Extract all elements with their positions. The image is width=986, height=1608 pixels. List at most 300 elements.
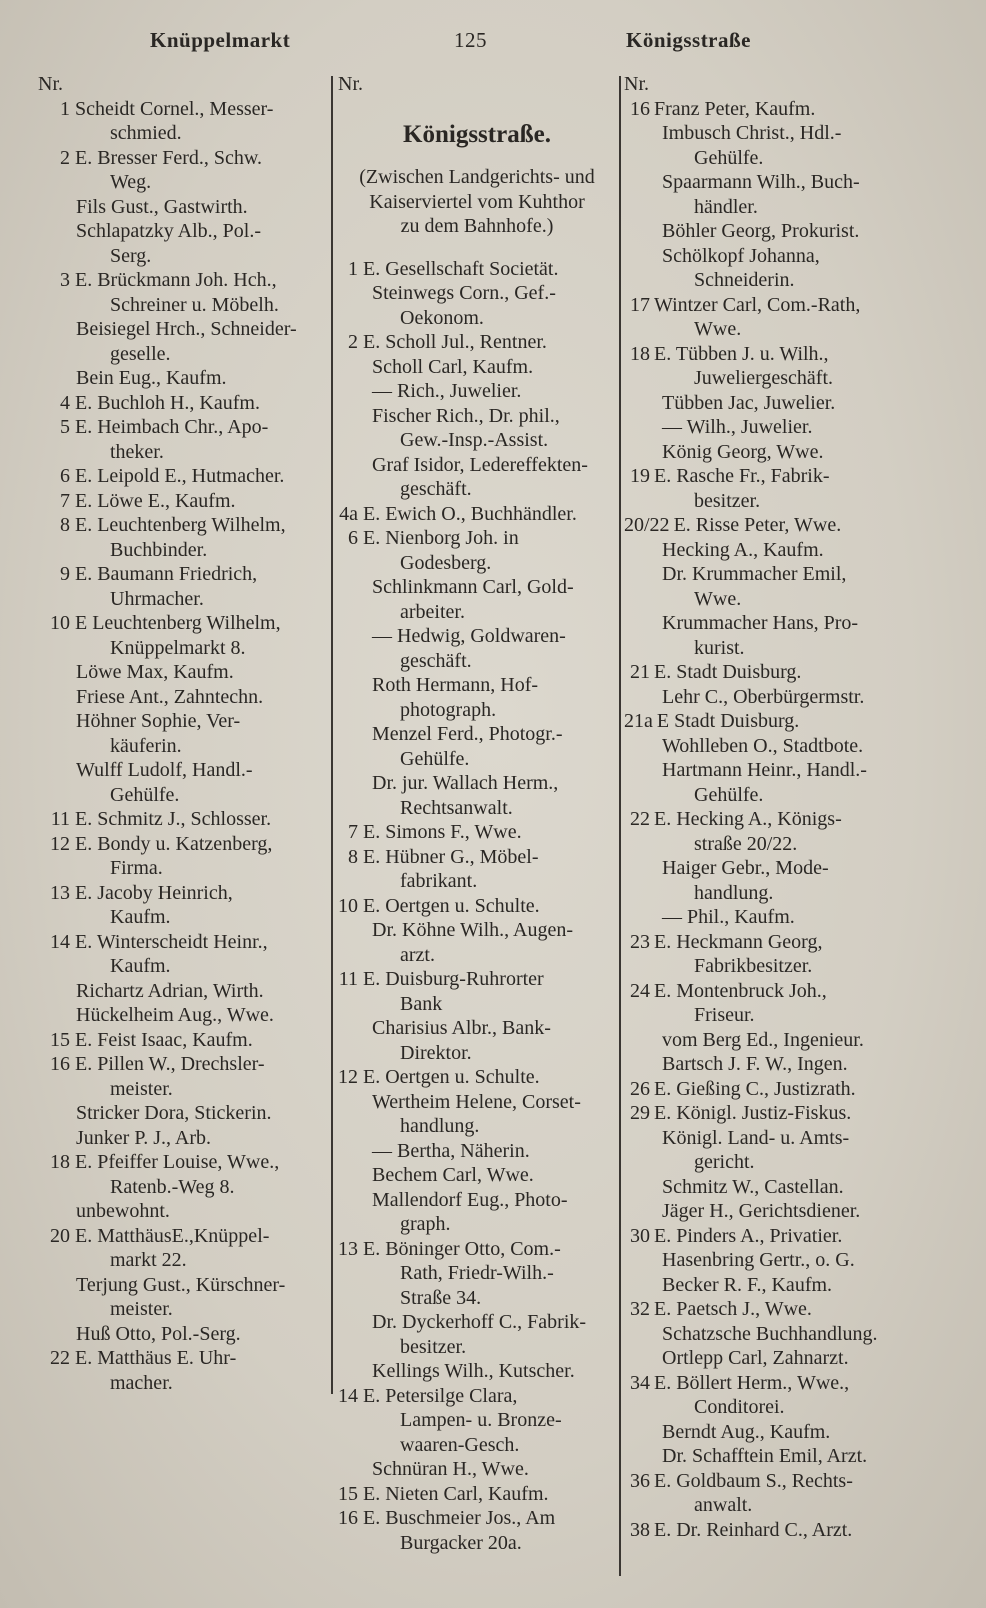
entry-continuation: waaren-Gesch. <box>400 1433 520 1456</box>
entry-line <box>38 832 328 857</box>
directory-entry <box>338 967 616 1016</box>
entry-text: E. Baumann Friedrich, <box>75 563 258 585</box>
entry-text: E. Tübben J. u. Wilh., <box>654 342 829 365</box>
entry-line <box>338 771 616 796</box>
entry-text: Steinwegs Corn., Gef.- <box>372 282 556 304</box>
directory-entry <box>38 1126 328 1151</box>
directory-entry <box>624 1224 954 1249</box>
directory-entry <box>624 611 954 660</box>
entry-line <box>38 979 328 1004</box>
entry-continuation: Bank <box>400 992 443 1015</box>
directory-entry <box>338 1163 616 1188</box>
entry-continuation: Schneiderin. <box>694 269 795 291</box>
entry-text: Beisiegel Hrch., Schneider- <box>76 318 297 340</box>
house-number: 3 <box>60 269 70 291</box>
entry-line <box>624 1420 954 1445</box>
entry-text: E. Oertgen u. Schulte. <box>363 894 540 917</box>
entry-line <box>624 611 954 636</box>
entry-line <box>38 391 328 416</box>
entry-text: Kellings Wilh., Kutscher. <box>372 1360 575 1382</box>
entry-text: E. Hecking A., Königs- <box>654 808 842 830</box>
entry-text: E. Pinders A., Privatier. <box>654 1224 843 1247</box>
entry-text: Scholl Carl, Kaufm. <box>372 355 534 378</box>
directory-entry <box>624 660 954 685</box>
entry-line <box>38 709 328 734</box>
entry-continuation: arbeiter. <box>400 600 465 623</box>
entry-line <box>38 1224 328 1249</box>
entry-text: E. Leipold E., Hutmacher. <box>75 465 285 487</box>
entry-line <box>338 1482 616 1507</box>
directory-entry <box>338 281 616 330</box>
entry-text: — Hedwig, Goldwaren- <box>372 625 566 647</box>
house-number: 26 <box>630 1077 650 1100</box>
entry-line <box>624 758 954 783</box>
entry-line <box>38 758 328 783</box>
directory-entry <box>38 807 328 832</box>
entry-text: Schlinkmann Carl, Gold- <box>372 576 574 598</box>
directory-entry <box>338 1090 616 1139</box>
entry-line <box>38 464 328 489</box>
entry-text: Schlapatzky Alb., Pol.- <box>76 220 261 242</box>
entry-line <box>338 257 616 282</box>
entry-text: Menzel Ferd., Photogr.- <box>372 723 563 745</box>
entry-line <box>38 366 328 391</box>
entry-line <box>338 1139 616 1164</box>
entry-line <box>38 660 328 685</box>
entry-line <box>338 1188 616 1213</box>
directory-entry <box>38 1003 328 1028</box>
entry-line <box>624 391 954 416</box>
entry-text: Ortlepp Carl, Zahnarzt. <box>662 1347 849 1369</box>
entry-continuation: besitzer. <box>694 489 761 512</box>
house-number: 16 <box>50 1053 70 1075</box>
entry-line <box>624 685 954 710</box>
house-number: 13 <box>50 881 70 904</box>
entry-text: E. Duisburg-Ruhrorter <box>363 968 544 990</box>
entry-text: Roth Hermann, Hof- <box>372 674 539 696</box>
street-title: Königsstraße. <box>403 120 551 148</box>
directory-entry <box>624 1469 954 1518</box>
entry-text: Stricker Dora, Stickerin. <box>76 1102 272 1124</box>
directory-entry <box>624 1175 954 1200</box>
entry-text: E. Paetsch J., Wwe. <box>654 1298 812 1320</box>
house-number: 29 <box>630 1102 650 1124</box>
number-column-label: Nr. <box>338 73 363 95</box>
directory-entry <box>338 1065 616 1090</box>
entry-line <box>624 1126 954 1151</box>
directory-entry <box>624 1052 954 1077</box>
street-description-line: zu dem Bahnhofe.) <box>400 215 554 237</box>
entry-line <box>624 1371 954 1396</box>
entry-continuation: Gehülfe. <box>694 146 764 169</box>
column-divider <box>619 76 621 1576</box>
directory-entry <box>38 1028 328 1053</box>
entry-continuation: Lampen- u. Bronze- <box>400 1409 562 1431</box>
entry-line <box>38 1003 328 1028</box>
entry-continuation: gericht. <box>694 1151 755 1173</box>
directory-entry <box>624 685 954 710</box>
entry-line <box>624 1322 954 1347</box>
directory-entry <box>624 1126 954 1175</box>
directory-entry <box>38 758 328 807</box>
directory-entry <box>338 624 616 673</box>
entry-line <box>338 894 616 919</box>
directory-entry <box>624 342 954 391</box>
entry-line <box>338 1090 616 1115</box>
entry-line <box>38 97 328 122</box>
directory-entry <box>624 121 954 170</box>
entry-text: Tübben Jac, Juwelier. <box>662 391 836 414</box>
entry-text: Böhler Georg, Prokurist. <box>662 220 860 242</box>
entry-line <box>624 464 954 489</box>
entry-line <box>624 1297 954 1322</box>
house-number: 23 <box>630 930 650 953</box>
entry-continuation: Knüppelmarkt 8. <box>110 636 246 659</box>
entry-line <box>338 820 616 845</box>
entry-continuation: Serg. <box>110 244 152 267</box>
house-number: 16 <box>630 97 650 120</box>
entry-line <box>338 502 616 527</box>
entry-line <box>338 1384 616 1409</box>
entry-text: Dr. jur. Wallach Herm., <box>372 772 559 794</box>
entry-text: E. Goldbaum S., Rechts- <box>654 1469 853 1492</box>
entry-text: E. Stadt Duisburg. <box>654 661 802 683</box>
entry-line <box>624 1077 954 1102</box>
directory-entry <box>38 709 328 758</box>
directory-entry <box>624 1077 954 1102</box>
house-number: 9 <box>60 563 70 585</box>
number-column-label: Nr. <box>38 73 63 95</box>
entry-text: E. Oertgen u. Schulte. <box>363 1066 540 1088</box>
directory-entry <box>624 1420 954 1445</box>
directory-entry <box>38 391 328 416</box>
entry-text: E. Bondy u. Katzenberg, <box>75 832 273 855</box>
number-column-label: Nr. <box>624 73 649 95</box>
entry-line <box>624 1028 954 1053</box>
house-number: 2 <box>60 146 70 169</box>
entry-line <box>624 709 954 734</box>
directory-entry <box>38 1101 328 1126</box>
entry-text: Junker P. J., Arb. <box>76 1126 212 1149</box>
directory-entry <box>624 930 954 979</box>
directory-entry <box>338 1237 616 1311</box>
street-description-line: Kaiserviertel vom Kuhthor <box>369 190 585 213</box>
entry-text: Scheidt Cornel., Messer- <box>75 97 274 120</box>
entry-text: E. Scholl Jul., Rentner. <box>363 331 547 353</box>
house-number: 19 <box>630 465 650 487</box>
entry-line <box>338 1237 616 1262</box>
directory-entry <box>38 415 328 464</box>
entry-line <box>338 967 616 992</box>
entry-continuation: Godesberg. <box>400 551 492 574</box>
entry-continuation: Oekonom. <box>400 306 484 329</box>
entry-line <box>38 219 328 244</box>
entry-line <box>624 170 954 195</box>
entry-text: E. Simons F., Wwe. <box>363 821 522 843</box>
entry-line <box>624 1273 954 1298</box>
directory-entry <box>624 513 954 538</box>
entry-text: Löwe Max, Kaufm. <box>76 661 234 683</box>
entry-line <box>38 415 328 440</box>
entry-text: Wintzer Carl, Com.-Rath, <box>654 293 861 316</box>
entry-text: E. Brückmann Joh. Hch., <box>75 269 277 291</box>
entry-line <box>38 1052 328 1077</box>
house-number: 17 <box>630 293 650 316</box>
directory-entry <box>624 562 954 611</box>
entry-line <box>624 562 954 587</box>
entry-line <box>338 845 616 870</box>
entry-line <box>624 440 954 465</box>
entry-continuation: Firma. <box>110 857 163 879</box>
entry-text: Bechem Carl, Wwe. <box>372 1164 534 1186</box>
directory-entry <box>338 673 616 722</box>
directory-entry <box>338 526 616 575</box>
directory-entry <box>624 391 954 416</box>
house-number: 38 <box>630 1518 650 1541</box>
directory-entry <box>38 930 328 979</box>
entry-continuation: meister. <box>110 1298 173 1320</box>
directory-entry <box>624 807 954 856</box>
directory-entry <box>624 97 954 122</box>
entry-continuation: Gehülfe. <box>400 747 470 770</box>
directory-entry <box>624 856 954 905</box>
entry-line <box>338 355 616 380</box>
entry-text: E. Ewich O., Buchhändler. <box>363 502 577 525</box>
house-number: 22 <box>50 1347 70 1369</box>
entry-continuation: handlung. <box>694 881 774 904</box>
house-number: 15 <box>338 1482 358 1505</box>
entry-text: E. Schmitz J., Schlosser. <box>75 808 272 830</box>
entry-line <box>38 1126 328 1151</box>
entry-continuation: Wwe. <box>694 318 742 340</box>
entry-line <box>38 268 328 293</box>
entry-continuation: Kaufm. <box>110 955 171 977</box>
entry-line <box>38 317 328 342</box>
entry-line <box>624 1224 954 1249</box>
entry-continuation: geschäft. <box>400 649 472 672</box>
entry-line <box>338 918 616 943</box>
entry-text: Terjung Gust., Kürschner- <box>76 1273 286 1296</box>
entry-text: Hecking A., Kaufm. <box>662 538 824 561</box>
entry-text: Charisius Albr., Bank- <box>372 1017 551 1039</box>
entry-continuation: macher. <box>110 1371 173 1394</box>
entry-line <box>38 1322 328 1347</box>
entry-text: Spaarmann Wilh., Buch- <box>662 171 860 193</box>
entry-line <box>624 1248 954 1273</box>
directory-entry <box>338 771 616 820</box>
entry-text: Lehr C., Oberbürgermstr. <box>662 685 865 708</box>
entry-text: Becker R. F., Kaufm. <box>662 1273 833 1296</box>
house-number: 10 <box>50 612 70 634</box>
entry-continuation: anwalt. <box>694 1494 753 1516</box>
entry-text: E. Winterscheidt Heinr., <box>75 930 268 953</box>
entry-text: Franz Peter, Kaufm. <box>654 97 816 120</box>
house-number: 12 <box>50 832 70 855</box>
entry-text: Schölkopf Johanna, <box>662 244 820 267</box>
house-number: 2 <box>348 331 358 353</box>
directory-entry <box>624 758 954 807</box>
directory-entry <box>624 1101 954 1126</box>
entry-line <box>338 1506 616 1531</box>
entry-text: unbewohnt. <box>76 1200 170 1222</box>
entry-line <box>338 1359 616 1384</box>
entry-continuation: Uhrmacher. <box>110 587 204 610</box>
directory-entry <box>624 1297 954 1322</box>
entry-continuation: fabrikant. <box>400 870 478 892</box>
entry-continuation: käuferin. <box>110 734 182 757</box>
entry-continuation: Kaufm. <box>110 906 171 928</box>
house-number: 14 <box>338 1384 358 1407</box>
entry-text: Dr. Krummacher Emil, <box>662 563 847 585</box>
directory-entry <box>624 1371 954 1420</box>
entry-text: E. Risse Peter, Wwe. <box>673 514 842 536</box>
entry-text: Hückelheim Aug., Wwe. <box>76 1004 274 1026</box>
directory-entry <box>624 734 954 759</box>
entry-text: E. Nienborg Joh. in <box>363 527 519 549</box>
entry-line <box>38 1150 328 1175</box>
entry-text: Dr. Köhne Wilh., Augen- <box>372 919 574 941</box>
entry-text: E. Böninger Otto, Com.- <box>363 1237 561 1260</box>
directory-entry <box>38 1346 328 1395</box>
directory-entry <box>338 575 616 624</box>
entry-text: Schnüran H., Wwe. <box>372 1458 529 1480</box>
entry-text: Richartz Adrian, Wirth. <box>76 979 264 1002</box>
entry-text: Höhner Sophie, Ver- <box>76 710 241 732</box>
entry-continuation: Friseur. <box>694 1004 755 1026</box>
house-number: 1 <box>60 97 70 120</box>
entry-continuation: handlung. <box>400 1115 480 1137</box>
directory-entry <box>624 219 954 244</box>
entry-text: E. Rasche Fr., Fabrik- <box>654 465 830 487</box>
directory-entry <box>38 489 328 514</box>
entry-text: Dr. Schafftein Emil, Arzt. <box>662 1445 868 1467</box>
entry-text: E. Dr. Reinhard C., Arzt. <box>654 1518 853 1541</box>
entry-continuation: Schreiner u. Möbelh. <box>110 293 279 316</box>
directory-entry <box>38 1273 328 1322</box>
entry-text: — Rich., Juwelier. <box>372 380 522 402</box>
entry-line <box>38 513 328 538</box>
entry-text: Hartmann Heinr., Handl.- <box>662 759 867 781</box>
entry-continuation: theker. <box>110 440 164 463</box>
entry-line <box>338 1065 616 1090</box>
entry-text: Fischer Rich., Dr. phil., <box>372 404 560 427</box>
entry-text: — Phil., Kaufm. <box>662 906 795 928</box>
entry-continuation: Gehülfe. <box>694 783 764 806</box>
entry-continuation: arzt. <box>400 943 435 966</box>
directory-entry <box>38 1322 328 1347</box>
entry-line <box>624 1052 954 1077</box>
entry-line <box>624 930 954 955</box>
entry-text: Wulff Ludolf, Handl.- <box>76 759 253 781</box>
entry-continuation: Buchbinder. <box>110 538 208 561</box>
entry-continuation: markt 22. <box>110 1249 187 1271</box>
entry-text: Huß Otto, Pol.-Serg. <box>76 1322 241 1345</box>
entry-text: E. Jacoby Heinrich, <box>75 881 233 904</box>
entry-line <box>38 1101 328 1126</box>
entry-text: E. Buchloh H., Kaufm. <box>75 391 260 414</box>
entry-text: E. Königl. Justiz-Fiskus. <box>654 1102 852 1124</box>
directory-entry <box>624 293 954 342</box>
entry-text: E Stadt Duisburg. <box>656 710 800 732</box>
entry-line <box>338 281 616 306</box>
entry-line <box>38 562 328 587</box>
entry-line <box>338 330 616 355</box>
house-number: 7 <box>348 821 358 843</box>
directory-entry <box>338 404 616 453</box>
entry-line <box>624 97 954 122</box>
entry-text: vom Berg Ed., Ingenieur. <box>662 1028 864 1051</box>
entry-text: E. Petersilge Clara, <box>363 1384 518 1407</box>
house-number: 21 <box>630 661 650 683</box>
entry-text: Dr. Dyckerhoff C., Fabrik- <box>372 1311 587 1333</box>
entry-continuation: Gehülfe. <box>110 783 180 806</box>
directory-entry <box>38 832 328 881</box>
house-number: 36 <box>630 1469 650 1492</box>
entry-line <box>38 1273 328 1298</box>
directory-entry <box>624 440 954 465</box>
entry-text: E. Leuchtenberg Wilhelm, <box>75 514 286 536</box>
directory-entry <box>624 1444 954 1469</box>
entry-text: E. Feist Isaac, Kaufm. <box>75 1028 253 1051</box>
directory-entry <box>38 219 328 268</box>
entry-text: E. Nieten Carl, Kaufm. <box>363 1482 549 1505</box>
directory-entry <box>38 881 328 930</box>
entry-line <box>624 1346 954 1371</box>
entry-line <box>624 1518 954 1543</box>
entry-text: Wohlleben O., Stadtbote. <box>662 734 864 757</box>
directory-entry <box>338 1359 616 1384</box>
entry-line <box>624 538 954 563</box>
directory-entry <box>338 355 616 380</box>
entry-continuation: graph. <box>400 1213 451 1235</box>
house-number: 13 <box>338 1237 358 1260</box>
directory-entry <box>338 330 616 355</box>
directory-entry <box>38 660 328 685</box>
directory-entry <box>624 415 954 440</box>
directory-entry <box>338 453 616 502</box>
entry-line <box>624 415 954 440</box>
entry-text: Bartsch J. F. W., Ingen. <box>662 1053 848 1075</box>
entry-line <box>338 526 616 551</box>
directory-entry <box>38 611 328 660</box>
entry-line <box>624 342 954 367</box>
directory-entry <box>338 257 616 282</box>
directory-entry <box>338 722 616 771</box>
directory-entry <box>624 464 954 513</box>
entry-line <box>624 905 954 930</box>
entry-line <box>338 624 616 649</box>
entry-line <box>624 979 954 1004</box>
directory-entry <box>338 502 616 527</box>
directory-entry <box>624 1273 954 1298</box>
entry-continuation: Burgacker 20a. <box>400 1531 522 1554</box>
entry-line <box>624 1175 954 1200</box>
house-number: 8 <box>60 514 70 536</box>
entry-continuation: Conditorei. <box>694 1396 785 1418</box>
directory-entry <box>624 1199 954 1224</box>
house-number: 18 <box>50 1151 70 1173</box>
street-description-line: (Zwischen Landgerichts- und <box>359 166 595 188</box>
entry-line <box>624 121 954 146</box>
entry-continuation: kurist. <box>694 636 745 659</box>
house-number: 4a <box>339 502 358 525</box>
directory-entry <box>624 709 954 734</box>
directory-entry <box>624 979 954 1028</box>
directory-entry <box>624 1248 954 1273</box>
directory-entry <box>338 1457 616 1482</box>
column-3 <box>624 72 954 1542</box>
entry-text: E. Gießing C., Justizrath. <box>654 1077 856 1100</box>
